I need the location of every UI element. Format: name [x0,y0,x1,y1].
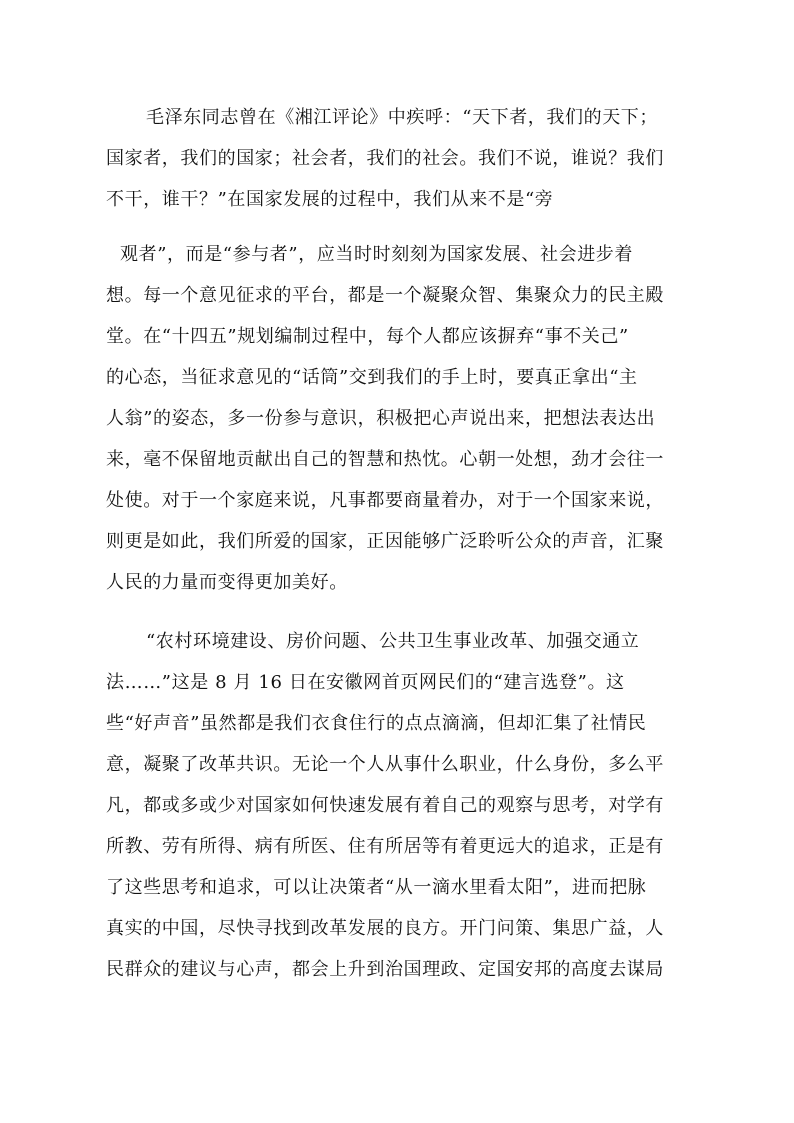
text-line: 人民的力量而变得更加美好。 [106,572,348,593]
text-line: 法……”这是 8 月 16 日在安徽网首页网民们的“建言选登”。这 [106,672,625,693]
text-line: 毛泽东同志曾在《湘江评论》中疾呼：“天下者，我们的天下； [146,107,658,128]
text-line: 些“好声音”虽然都是我们衣食住行的点点滴滴，但却汇集了社情民 [106,713,647,734]
text-line: 真实的中国，尽快寻找到改革发展的良方。开门问策、集思广益，人 [106,918,664,939]
text-line: 凡，都或多或少对国家如何快速发展有着自己的观察与思考，对学有 [106,795,664,816]
text-line: 人翁”的姿态，多一份参与意识，积极把心声说出来，把想法表达出 [106,408,656,429]
text-line: 民群众的建议与心声，都会上升到治国理政、定国安邦的高度去谋局 [106,959,664,980]
text-line: 想。每一个意见征求的平台，都是一个凝聚众智、集聚众力的民主殿 [106,285,664,306]
text-line: 意，凝聚了改革共识。无论一个人从事什么职业，什么身份，多么平 [106,754,664,775]
text-line: 则更是如此，我们所爱的国家，正因能够广泛聆听公众的声音，汇聚 [106,531,664,552]
text-line: 不干，谁干？”在国家发展的过程中，我们从来不是“旁 [106,189,554,210]
text-line: 的心态，当征求意见的“话筒”交到我们的手上时，要真正拿出“主 [106,367,638,388]
text-line: 来，毫不保留地贡献出自己的智慧和热忱。心朝一处想，劲才会往一 [106,449,664,470]
text-line: 国家者，我们的国家；社会者，我们的社会。我们不说，谁说？我们 [106,148,664,169]
text-line: 堂。在“十四五”规划编制过程中，每个人都应该摒弃“事不关己” [106,326,629,347]
text-line: 了这些思考和追求，可以让决策者“从一滴水里看太阳”，进而把脉 [106,877,647,898]
text-line: “农村环境建设、房价问题、公共卫生事业改革、加强交通立 [146,631,640,652]
text-line: 处使。对于一个家庭来说，凡事都要商量着办，对于一个国家来说， [106,490,664,511]
text-line: 观者”，而是“参与者”，应当时时刻刻为国家发展、社会进步着 [120,244,634,265]
text-line: 所教、劳有所得、病有所医、住有所居等有着更远大的追求，正是有 [106,836,664,857]
